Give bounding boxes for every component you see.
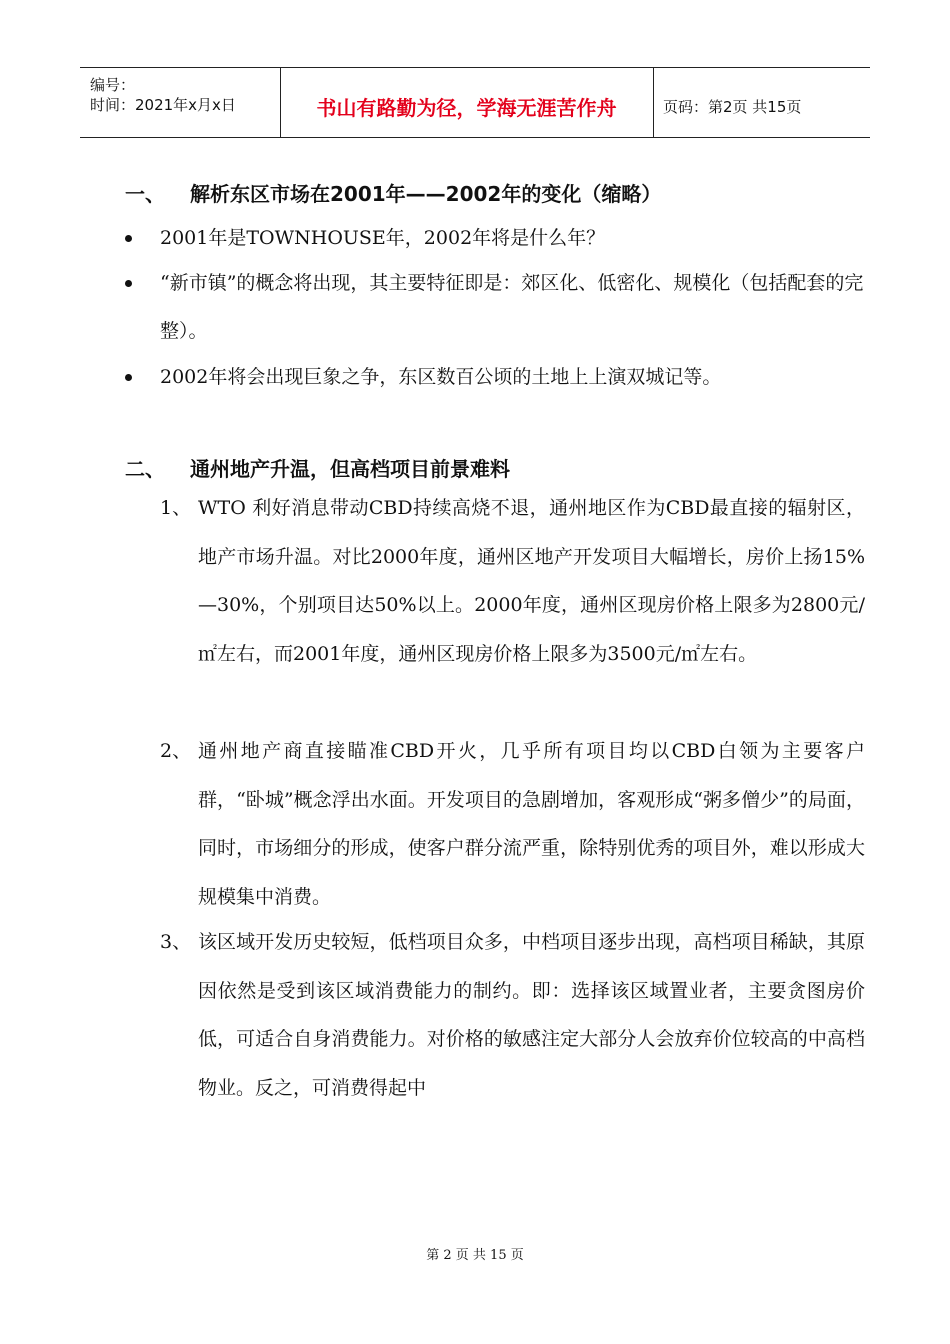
bullet-text: “新市镇”的概念将出现，其主要特征即是：郊区化、低密化、规模化（包括配套的完整）。 bbox=[160, 272, 864, 342]
item-text: 通州地产商直接瞄准CBD开火，几乎所有项目均以CBD白领为主要客户群，“卧城”概念浮出水面。开发项目的急剧增加，客观形成“粥多僧少”的局面，同时，市场细分的形成，使客户群分流严重，除特别优秀的项目外，难以形成大规模集中消费。 bbox=[198, 740, 865, 908]
numbered-item bbox=[160, 727, 865, 921]
section-2-heading bbox=[125, 453, 510, 482]
bullet-item bbox=[125, 214, 865, 262]
bullet-item bbox=[125, 259, 865, 355]
item-text: 该区域开发历史较短，低档项目众多，中档项目逐步出现，高档项目稀缺，其原因依然是受到该区域消费能力的制约。即：选择该区域置业者，主要贪图房价低，可适合自身消费能力。对价格的敏感注定大部分人会放弃价位较高的中高档物业。反之，可消费得起中 bbox=[198, 931, 865, 1099]
section-1-number: 一、 bbox=[125, 182, 165, 206]
document-header bbox=[80, 67, 870, 138]
section-1-heading bbox=[125, 178, 661, 207]
section-1-title: 解析东区市场在2001年——2002年的变化（缩略） bbox=[190, 182, 662, 206]
page-footer: 第 2 页 共 15 页 bbox=[426, 1248, 524, 1263]
bullet-dot-icon bbox=[125, 235, 132, 242]
header-divider bbox=[653, 68, 654, 137]
bullet-text: 2002年将会出现巨象之争，东区数百公顷的土地上上演双城记等。 bbox=[160, 366, 722, 388]
item-number: 2、 bbox=[160, 740, 192, 762]
item-number: 3、 bbox=[160, 931, 192, 953]
bullet-dot-icon bbox=[125, 280, 132, 287]
section-2-number: 二、 bbox=[125, 457, 165, 481]
bullet-dot-icon bbox=[125, 374, 132, 381]
numbered-item bbox=[160, 918, 865, 1112]
bullet-item bbox=[125, 353, 865, 401]
item-text: WTO 利好消息带动CBD持续高烧不退，通州地区作为CBD最直接的辐射区，地产市场升温。对比2000年度，通州区地产开发项目大幅增长，房价上扬15%—30%，个别项目达50%以上。2000年度，通州区现房价格上限多为2800元/㎡左右，而2001年度，通州区现房价格上限多为3500元/㎡左右。 bbox=[198, 497, 865, 665]
section-2-title: 通州地产升温，但高档项目前景难料 bbox=[190, 457, 510, 481]
header-page-info: 页码：第2页 共15页 bbox=[663, 98, 802, 116]
header-number-label: 编号： bbox=[90, 76, 136, 94]
item-number: 1、 bbox=[160, 497, 192, 519]
numbered-item bbox=[160, 484, 865, 678]
bullet-text: 2001年是TOWNHOUSE年，2002年将是什么年？ bbox=[160, 227, 606, 249]
header-time-label: 时间：2021年x月x日 bbox=[90, 96, 236, 114]
header-motto: 书山有路勤为径，学海无涯苦作舟 bbox=[316, 96, 617, 120]
